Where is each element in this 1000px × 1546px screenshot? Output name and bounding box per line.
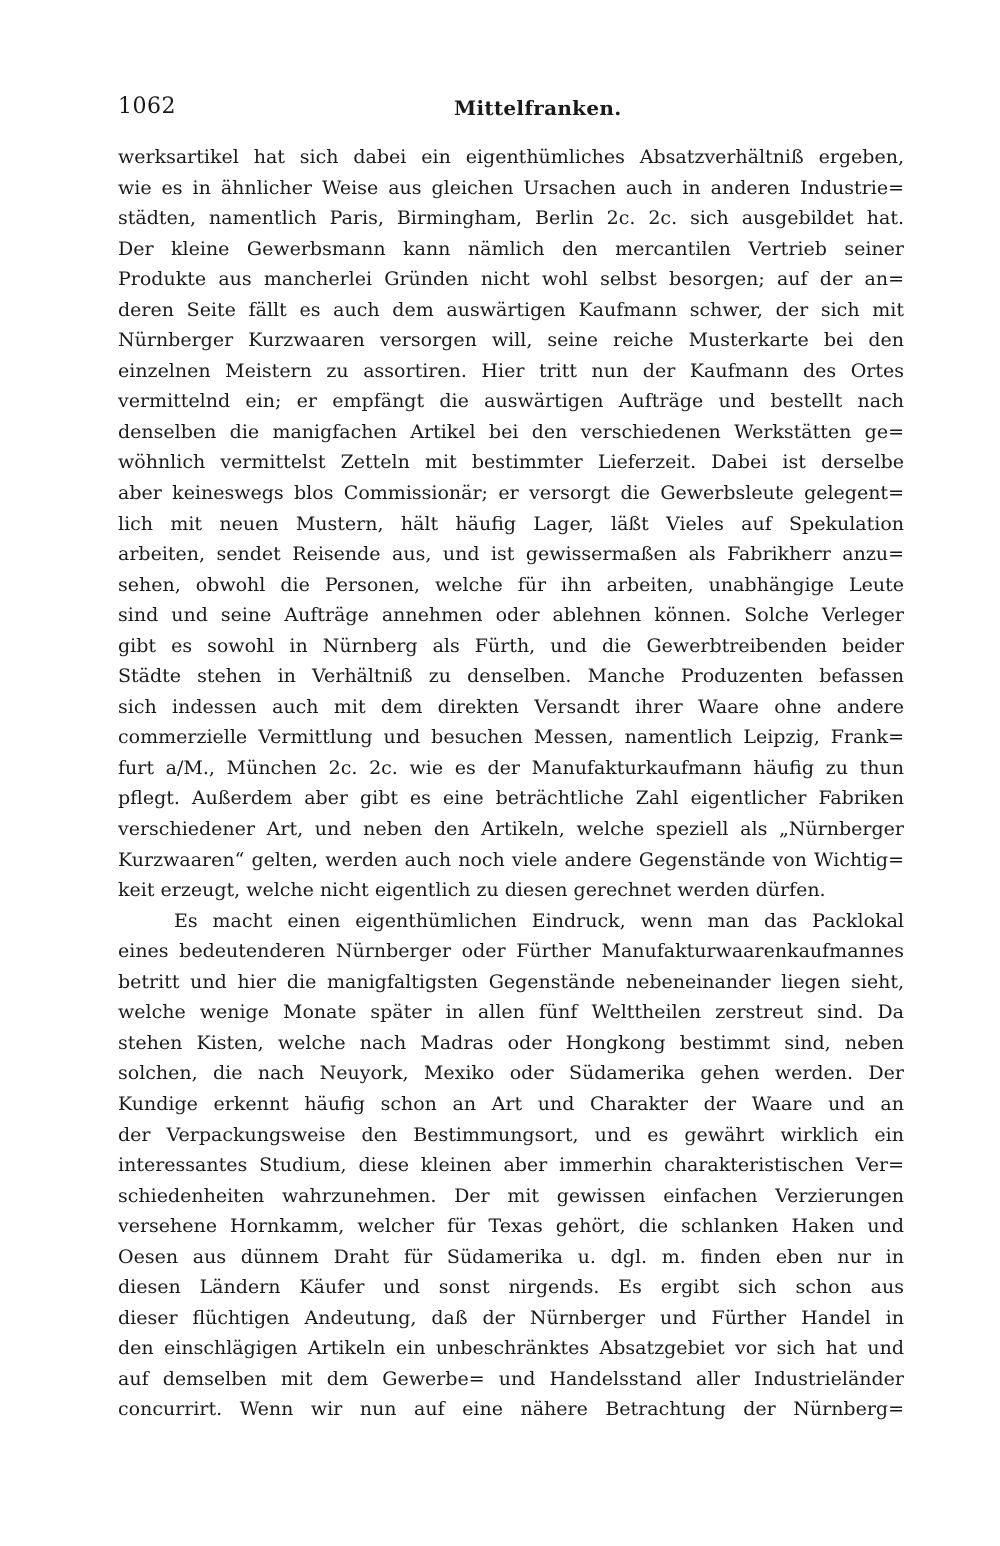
text-line: Der kleine Gewerbsmann kann nämlich den mercantilen Vertrieb seiner — [118, 237, 904, 260]
text-line: Produkte aus mancherlei Gründen nicht wohl selbst besorgen; auf der an= — [118, 268, 904, 291]
text-line: lich mit neuen Mustern, hält häufig Lager, läßt Vieles auf Spekulation — [118, 512, 904, 535]
text-line: betritt und hier die manigfaltigsten Gegenstände nebeneinander liegen sieht, — [118, 970, 904, 993]
body-text — [118, 142, 904, 1425]
text-line: Nürnberger Kurzwaaren versorgen will, seine reiche Musterkarte bei den — [118, 329, 904, 352]
text-line: städten, namentlich Paris, Birmingham, Berlin 2c. 2c. sich ausgebildet hat. — [118, 207, 904, 230]
text-line: Oesen aus dünnem Draht für Südamerika u. dgl. m. finden eben nur in — [118, 1245, 904, 1268]
text-line: wie es in ähnlicher Weise aus gleichen Ursachen auch in anderen Industrie= — [118, 176, 904, 199]
text-line: pflegt. Außerdem aber gibt es eine beträchtliche Zahl eigentlicher Fabriken — [118, 787, 904, 810]
page-header — [118, 94, 904, 128]
text-line: auf demselben mit dem Gewerbe= und Handelsstand aller Industrieländer — [118, 1367, 904, 1390]
text-line: concurrirt. Wenn wir nun auf eine nähere Betrachtung der Nürnberg= — [118, 1398, 904, 1421]
text-line: sind und seine Aufträge annehmen oder ablehnen können. Solche Verleger — [118, 604, 904, 627]
running-title: Mittelfranken. — [454, 96, 622, 120]
page-number: 1062 — [118, 94, 176, 119]
text-line: welche wenige Monate später in allen fünf Welttheilen zerstreut sind. Da — [118, 1001, 904, 1024]
text-line: den einschlägigen Artikeln ein unbeschränktes Absatzgebiet vor sich hat und — [118, 1337, 904, 1360]
text-line: gibt es sowohl in Nürnberg als Fürth, und die Gewerbtreibenden beider — [118, 634, 904, 657]
text-line: sich indessen auch mit dem direkten Versandt ihrer Waare ohne andere — [118, 695, 904, 718]
text-line: diesen Ländern Käufer und sonst nirgends. Es ergibt sich schon aus — [118, 1276, 904, 1299]
text-line: verschiedener Art, und neben den Artikeln, welche speziell als „Nürnberger — [118, 818, 904, 841]
text-line: einzelnen Meistern zu assortiren. Hier tritt nun der Kaufmann des Ortes — [118, 359, 904, 382]
text-line: vermittelnd ein; er empfängt die auswärtigen Aufträge und bestellt nach — [118, 390, 904, 413]
text-line: sehen, obwohl die Personen, welche für ihn arbeiten, unabhängige Leute — [118, 573, 904, 596]
text-line: versehene Hornkamm, welcher für Texas gehört, die schlanken Haken und — [118, 1215, 904, 1238]
text-line: Städte stehen in Verhältniß zu denselben. Manche Produzenten befassen — [118, 665, 904, 688]
text-line: furt a/M., München 2c. 2c. wie es der Manufakturkaufmann häufig zu thun — [118, 756, 904, 779]
text-line: wöhnlich vermittelst Zetteln mit bestimmter Lieferzeit. Dabei ist derselbe — [118, 451, 904, 474]
text-line: Kurzwaaren“ gelten, werden auch noch viele andere Gegenstände von Wichtig= — [118, 848, 904, 871]
text-line: interessantes Studium, diese kleinen aber immerhin charakteristischen Ver= — [118, 1154, 904, 1177]
paragraph-end-line: keit erzeugt, welche nicht eigentlich zu diesen gerechnet werden dürfen. — [118, 879, 826, 902]
text-line: commerzielle Vermittlung und besuchen Messen, namentlich Leipzig, Frank= — [118, 726, 904, 749]
text-line: Kundige erkennt häufig schon an Art und Charakter der Waare und an — [118, 1092, 904, 1115]
text-line: stehen Kisten, welche nach Madras oder Hongkong bestimmt sind, neben — [118, 1031, 904, 1054]
text-line: arbeiten, sendet Reisende aus, und ist gewissermaßen als Fabrikherr anzu= — [118, 543, 904, 566]
text-line: der Verpackungsweise den Bestimmungsort, und es gewährt wirklich ein — [118, 1123, 904, 1146]
text-line: werksartikel hat sich dabei ein eigenthümliches Absatzverhältniß ergeben, — [118, 146, 904, 168]
text-line: solchen, die nach Neuyork, Mexiko oder Südamerika gehen werden. Der — [118, 1062, 904, 1085]
text-line: schiedenheiten wahrzunehmen. Der mit gewissen einfachen Verzierungen — [118, 1184, 904, 1207]
text-line: eines bedeutenderen Nürnberger oder Fürther Manufakturwaarenkaufmannes — [118, 940, 904, 963]
text-line: aber keineswegs blos Commissionär; er versorgt die Gewerbsleute gelegent= — [118, 482, 904, 505]
text-line: denselben die manigfachen Artikel bei den verschiedenen Werkstätten ge= — [118, 420, 904, 443]
paragraph-start-line: Es macht einen eigenthümlichen Eindruck, wenn man das Packlokal — [174, 909, 904, 932]
text-line: dieser flüchtigen Andeutung, daß der Nürnberger und Fürther Handel in — [118, 1306, 904, 1329]
text-line: deren Seite fällt es auch dem auswärtigen Kaufmann schwer, der sich mit — [118, 298, 904, 321]
